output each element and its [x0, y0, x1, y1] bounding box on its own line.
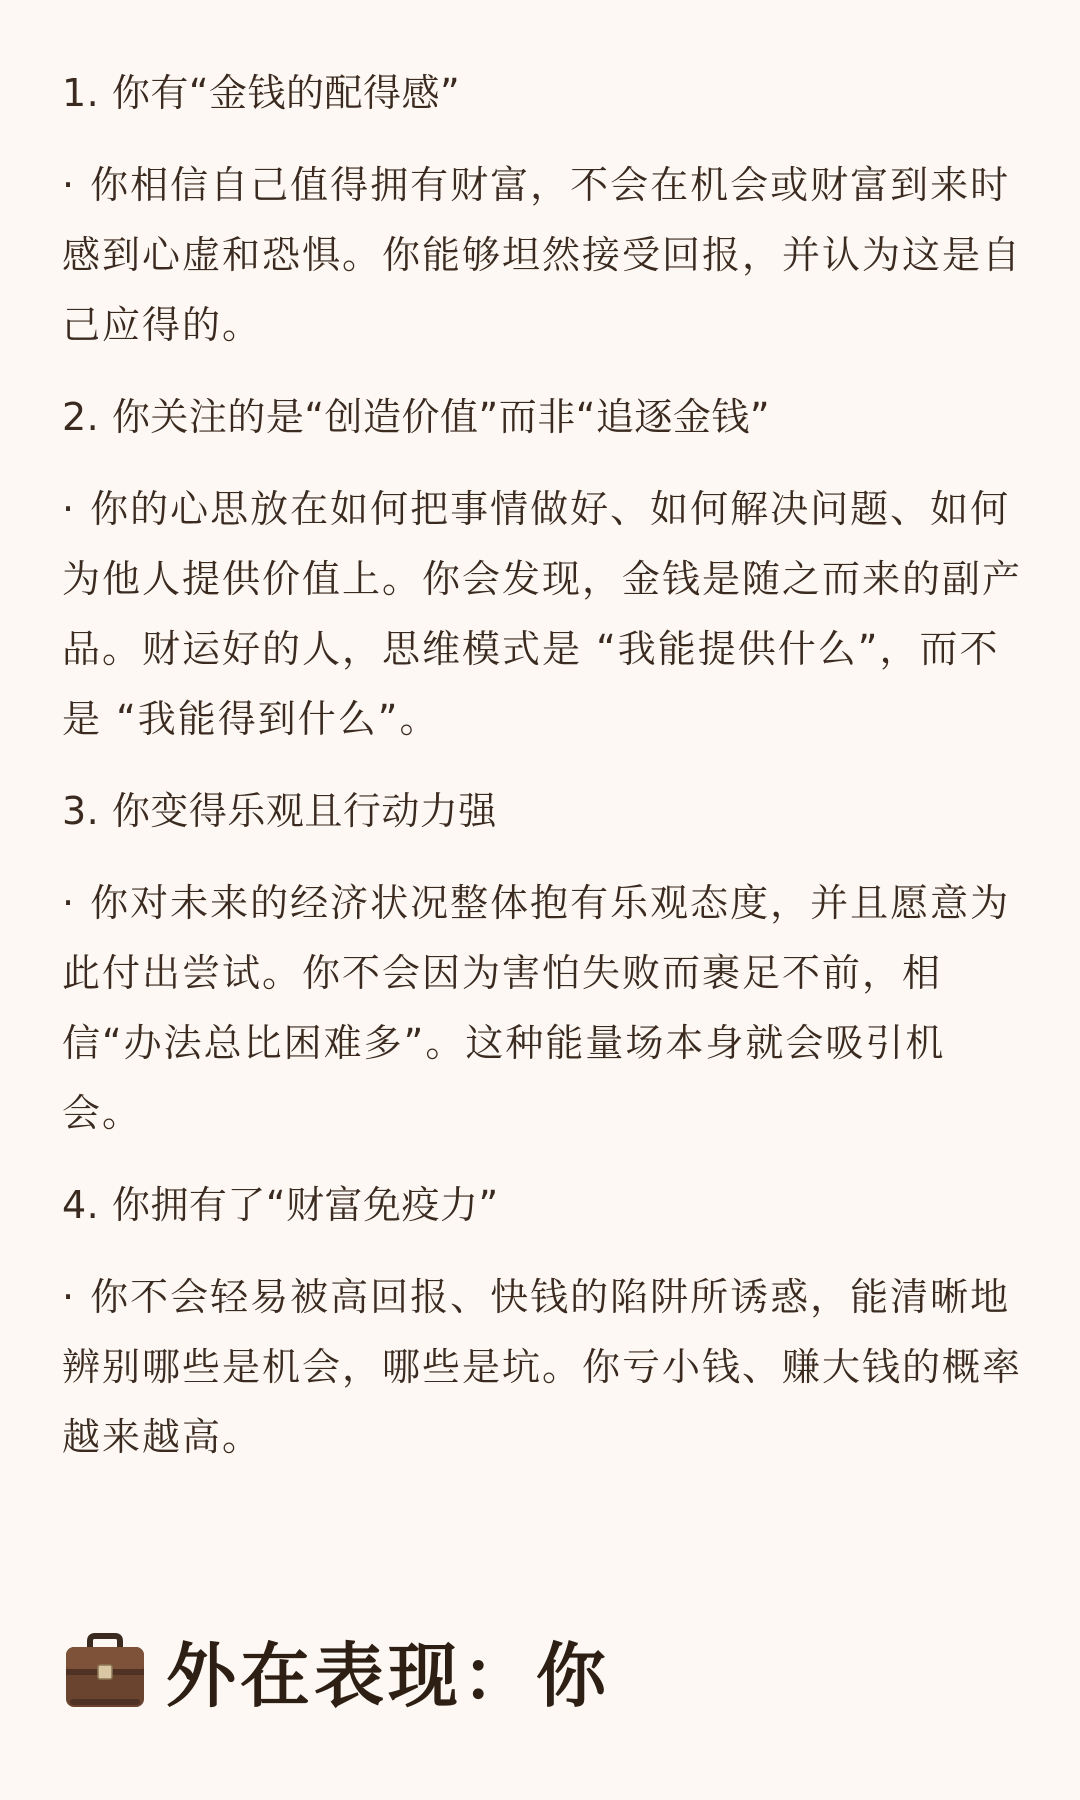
article-body — [62, 58, 1022, 1494]
point-3-heading: 3. 你变得乐观且行动力强 — [62, 789, 497, 833]
point-3-text: · 你对未来的经济状况整体抱有乐观态度，并且愿意为此付出尝试。你不会因为害怕失败而裹足不前，相信“办法总比困难多”。这种能量场本身就会吸引机会。 — [62, 881, 1011, 1135]
section-title: 外在表现：你 — [166, 1635, 610, 1717]
point-2-heading: 2. 你关注的是“创造价值”而非“追逐金钱” — [62, 395, 771, 439]
point-4-heading: 4. 你拥有了“财富免疫力” — [62, 1183, 499, 1227]
section-heading — [62, 1620, 610, 1721]
point-4-text: · 你不会轻易被高回报、快钱的陷阱所诱惑，能清晰地辨别哪些是机会，哪些是坑。你亏小钱、赚大钱的概率越来越高。 — [62, 1275, 1023, 1459]
point-1-text: · 你相信自己值得拥有财富，不会在机会或财富到来时感到心虚和恐惧。你能够坦然接受回报，并认为这是自己应得的。 — [62, 163, 1023, 347]
briefcase-icon — [62, 1631, 148, 1711]
point-1-heading: 1. 你有“金钱的配得感” — [62, 71, 461, 115]
point-2-text: · 你的心思放在如何把事情做好、如何解决问题、如何为他人提供价值上。你会发现，金钱是随之而来的副产品。财运好的人，思维模式是 “我能提供什么”，而不是 “我能得到什么”。 — [62, 487, 1023, 741]
